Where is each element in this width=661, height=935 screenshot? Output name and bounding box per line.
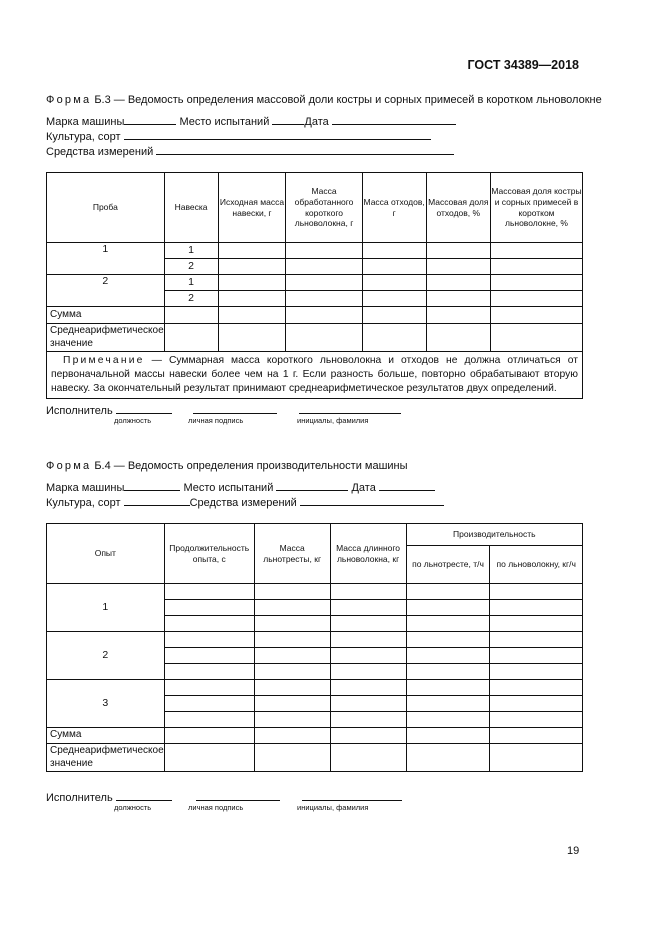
table-cell[interactable]: [218, 243, 286, 259]
table-cell[interactable]: [330, 728, 406, 744]
table-cell[interactable]: [490, 728, 583, 744]
table-cell[interactable]: [164, 616, 254, 632]
table-cell[interactable]: [330, 648, 406, 664]
table-cell[interactable]: [286, 275, 362, 291]
table-cell[interactable]: [254, 616, 330, 632]
experiment-3: 3: [47, 680, 165, 728]
sample-2: 2: [47, 275, 165, 307]
form-word: Форма: [46, 460, 92, 472]
table-cell[interactable]: [218, 291, 286, 307]
table-cell[interactable]: [426, 324, 490, 352]
table-cell[interactable]: [406, 664, 490, 680]
table-cell[interactable]: [362, 324, 426, 352]
table-cell[interactable]: [406, 648, 490, 664]
col-waste-mass: Масса отходов, г: [362, 173, 426, 243]
table-cell[interactable]: [164, 680, 254, 696]
machine-field[interactable]: [124, 114, 176, 125]
table-cell[interactable]: [254, 648, 330, 664]
col-by-tresta: по льнотресте, т/ч: [406, 546, 490, 584]
culture-label: Культура, сорт: [46, 497, 121, 509]
col-shive-share: Массовая доля костры и сорных примесей в коротком льноволокне, %: [490, 173, 582, 243]
table-cell[interactable]: [254, 696, 330, 712]
table-cell[interactable]: [164, 648, 254, 664]
col-portion: Навеска: [164, 173, 218, 243]
place-label: Место испытаний: [183, 482, 274, 494]
table-cell[interactable]: [490, 664, 583, 680]
form-title-text: Б.3 — Ведомость определения массовой доли костры и сорных примесей в коротком льноволокне: [91, 94, 602, 106]
table-cell[interactable]: [362, 275, 426, 291]
executor-label: Исполнитель: [46, 405, 113, 417]
table-cell[interactable]: [330, 712, 406, 728]
col-mass-fiber: Масса длинного льноволокна, кг: [330, 524, 406, 584]
table-cell[interactable]: [330, 696, 406, 712]
table-cell[interactable]: [406, 680, 490, 696]
portion-1-2: 2: [164, 259, 218, 275]
place-label: Место испытаний: [179, 116, 270, 128]
machine-field[interactable]: [124, 480, 180, 491]
form-b3-table: [46, 172, 583, 399]
table-cell[interactable]: [362, 307, 426, 324]
instruments-label: Средства измерений: [46, 146, 154, 158]
note: [47, 352, 583, 399]
place-field[interactable]: [276, 480, 348, 491]
note-text: — Суммарная масса короткого льноволокна и отходов не должна отличаться от первоначальной массы навески более чем на 1 г. Если разность больше, повторно обрабатывают вторую навеску. За окончательный результат принимают среднеарифметическое результатов двух определений.: [51, 355, 578, 394]
culture-field[interactable]: [124, 129, 431, 140]
form-b3-culture-line: [46, 129, 431, 143]
mean-label: Среднеарифметическое значение: [47, 744, 165, 772]
table-cell[interactable]: [406, 600, 490, 616]
table-cell[interactable]: [286, 243, 362, 259]
sum-label: Сумма: [47, 728, 165, 744]
table-cell[interactable]: [330, 744, 406, 772]
table-cell[interactable]: [362, 259, 426, 275]
caption-position: должность: [114, 416, 152, 425]
executor-b4: [46, 790, 402, 804]
date-field[interactable]: [379, 480, 435, 491]
col-mass-tresta: Масса льнотресты, кг: [254, 524, 330, 584]
table-cell[interactable]: [164, 696, 254, 712]
table-cell[interactable]: [490, 584, 583, 600]
form-b3-instruments-line: [46, 144, 454, 158]
signature-field[interactable]: [193, 403, 277, 414]
table-cell[interactable]: [254, 664, 330, 680]
instruments-label: Средства измерений: [189, 497, 297, 509]
caption-position: должность: [114, 803, 152, 812]
table-cell[interactable]: [426, 307, 490, 324]
experiment-3-group: [47, 680, 583, 728]
table-cell[interactable]: [330, 680, 406, 696]
table-cell[interactable]: [164, 744, 254, 772]
initials-field[interactable]: [302, 790, 402, 801]
table-cell[interactable]: [490, 275, 582, 291]
table-cell[interactable]: [164, 632, 254, 648]
form-b3-title: [46, 94, 602, 106]
table-cell[interactable]: [164, 324, 218, 352]
instruments-field[interactable]: [300, 495, 444, 506]
table-cell[interactable]: [218, 259, 286, 275]
position-field[interactable]: [116, 403, 172, 414]
table-cell[interactable]: [330, 584, 406, 600]
table-cell[interactable]: [362, 243, 426, 259]
table-cell[interactable]: [490, 744, 583, 772]
table-cell[interactable]: [330, 600, 406, 616]
date-field[interactable]: [332, 114, 456, 125]
col-duration: Продолжительность опыта, с: [164, 524, 254, 584]
table-cell[interactable]: [330, 632, 406, 648]
form-b4-table: [46, 523, 583, 772]
table-cell[interactable]: [164, 584, 254, 600]
table-cell[interactable]: [490, 632, 583, 648]
col-initial-mass: Исходная масса навески, г: [218, 173, 286, 243]
form-b4-title: [46, 460, 408, 472]
machine-label: Марка машины: [46, 482, 125, 494]
table-cell[interactable]: [218, 307, 286, 324]
mean-label: Среднеарифметическое значение: [47, 324, 165, 352]
table-cell[interactable]: [490, 324, 582, 352]
caption-initials: инициалы, фамилия: [297, 803, 369, 812]
portion-2-1: 1: [164, 275, 218, 291]
table-cell[interactable]: [164, 664, 254, 680]
table-cell[interactable]: [490, 243, 582, 259]
table-cell[interactable]: [254, 712, 330, 728]
table-cell[interactable]: [490, 696, 583, 712]
table-cell[interactable]: [406, 728, 490, 744]
col-by-fiber: по льноволокну, кг/ч: [490, 546, 583, 584]
table-cell[interactable]: [164, 600, 254, 616]
table-cell[interactable]: [406, 696, 490, 712]
col-experiment: Опыт: [47, 524, 165, 584]
table-cell[interactable]: [330, 616, 406, 632]
culture-field[interactable]: [124, 495, 190, 506]
col-processed-mass: Масса обработанного короткого льноволокна, г: [286, 173, 362, 243]
position-field[interactable]: [116, 790, 172, 801]
table-cell[interactable]: [490, 680, 583, 696]
table-cell[interactable]: [490, 259, 582, 275]
table-cell[interactable]: [330, 664, 406, 680]
form-b3-machine-line: [46, 114, 456, 128]
col-sample: Проба: [47, 173, 165, 243]
table-cell[interactable]: [254, 680, 330, 696]
signature-field[interactable]: [196, 790, 280, 801]
portion-1-1: 1: [164, 243, 218, 259]
executor-b3: [46, 403, 401, 417]
executor-label: Исполнитель: [46, 792, 113, 804]
table-cell[interactable]: [254, 744, 330, 772]
table-cell[interactable]: [490, 291, 582, 307]
col-waste-share: Массовая доля отходов, %: [426, 173, 490, 243]
form-word: Форма: [46, 94, 92, 106]
table-cell[interactable]: [490, 307, 582, 324]
table-cell[interactable]: [490, 648, 583, 664]
table-cell[interactable]: [426, 243, 490, 259]
table-cell[interactable]: [254, 584, 330, 600]
place-field[interactable]: [272, 114, 304, 125]
table-cell[interactable]: [426, 275, 490, 291]
experiment-2: 2: [47, 632, 165, 680]
col-productivity: Производительность: [406, 524, 582, 546]
experiment-1-group: [47, 584, 583, 632]
table-cell[interactable]: [254, 632, 330, 648]
form-title-text: Б.4 — Ведомость определения производительности машины: [91, 460, 408, 472]
form-b4-culture-line: [46, 495, 444, 509]
table-cell[interactable]: [164, 712, 254, 728]
table-cell[interactable]: [406, 744, 490, 772]
date-label: Дата: [304, 116, 329, 128]
table-cell[interactable]: [286, 307, 362, 324]
table-cell[interactable]: [164, 728, 254, 744]
table-cell[interactable]: [406, 632, 490, 648]
table-cell[interactable]: [490, 712, 583, 728]
note-word: Примечание: [63, 355, 145, 366]
table-cell[interactable]: [164, 307, 218, 324]
caption-initials: инициалы, фамилия: [297, 416, 369, 425]
sample-1: 1: [47, 243, 165, 275]
table-cell[interactable]: [286, 259, 362, 275]
table-cell[interactable]: [254, 728, 330, 744]
culture-label: Культура, сорт: [46, 131, 121, 143]
table-cell[interactable]: [426, 291, 490, 307]
table-cell[interactable]: [406, 712, 490, 728]
table-cell[interactable]: [286, 324, 362, 352]
table-cell[interactable]: [426, 259, 490, 275]
caption-signature: личная подпись: [188, 416, 244, 425]
caption-signature: личная подпись: [188, 803, 244, 812]
table-cell[interactable]: [254, 600, 330, 616]
table-cell[interactable]: [286, 291, 362, 307]
table-cell[interactable]: [490, 600, 583, 616]
table-cell[interactable]: [406, 616, 490, 632]
page-number: 19: [567, 845, 580, 857]
initials-field[interactable]: [299, 403, 401, 414]
form-b4-machine-line: [46, 480, 435, 494]
date-label: Дата: [351, 482, 376, 494]
instruments-field[interactable]: [156, 144, 454, 155]
experiment-2-group: [47, 632, 583, 680]
table-cell[interactable]: [218, 275, 286, 291]
experiment-1: 1: [47, 584, 165, 632]
standard-number: ГОСТ 34389—2018: [467, 58, 579, 72]
machine-label: Марка машины: [46, 116, 125, 128]
portion-2-2: 2: [164, 291, 218, 307]
table-cell[interactable]: [490, 616, 583, 632]
table-cell[interactable]: [362, 291, 426, 307]
sum-label: Сумма: [47, 307, 165, 324]
table-cell[interactable]: [218, 324, 286, 352]
table-cell[interactable]: [406, 584, 490, 600]
